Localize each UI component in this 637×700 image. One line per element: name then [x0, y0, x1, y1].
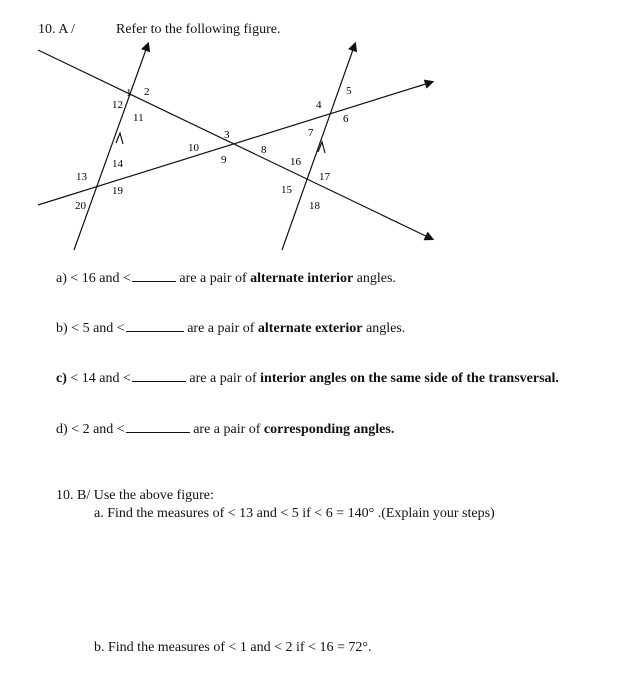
instruction-text: Refer to the following figure.: [116, 22, 281, 37]
question-a-bold: alternate interior: [250, 271, 354, 286]
answer-blank-c[interactable]: [132, 381, 186, 382]
angle-label-6: 6: [343, 113, 349, 125]
question-c-prefix: c): [56, 371, 67, 386]
angle-label-4: 4: [316, 99, 322, 111]
angle-label-5: 5: [346, 85, 352, 97]
answer-blank-d[interactable]: [126, 432, 190, 433]
angle-label-8: 8: [261, 144, 267, 156]
angle-label-13: 13: [76, 171, 87, 183]
angle-label-15: 15: [281, 184, 292, 196]
question-c-bold: interior angles on the same side of the transversal.: [260, 371, 559, 386]
angle-label-16: 16: [290, 156, 301, 168]
question-d-bold: corresponding angles.: [263, 422, 395, 437]
angle-label-7: 7: [308, 127, 314, 139]
angle-label-9: 9: [221, 154, 227, 166]
question-number: 10. A /: [38, 22, 75, 37]
question-c: [56, 371, 559, 387]
question-d: [56, 422, 394, 438]
angle-label-18: 18: [309, 200, 320, 212]
question-b-bold: alternate exterior: [257, 321, 363, 336]
parallel-mark-right: [318, 142, 325, 153]
question-d-start: < 2 and <: [71, 422, 125, 437]
parallel-mark-left: [116, 133, 123, 144]
angle-label-19: 19: [112, 185, 123, 197]
angle-label-10: 10: [188, 142, 199, 154]
answer-blank-a[interactable]: [132, 281, 176, 282]
parallel-line-left: [74, 44, 148, 250]
question-b-before-bold: are a pair of: [187, 321, 255, 336]
question-a-end: angles.: [356, 271, 396, 286]
transversal-line-descending: [38, 50, 432, 239]
question-b-start: < 5 and <: [71, 321, 125, 336]
question-d-prefix: d): [56, 422, 68, 437]
question-a-before-bold: are a pair of: [179, 271, 247, 286]
angle-label-1: 1: [126, 87, 132, 99]
question-c-start: < 14 and <: [70, 371, 131, 386]
angle-label-12: 12: [112, 99, 123, 111]
angle-label-14: 14: [112, 158, 123, 170]
angle-label-17: 17: [319, 171, 330, 183]
angle-label-2: 2: [144, 86, 150, 98]
question-b-prefix: b): [56, 321, 68, 336]
question-d-before-bold: are a pair of: [193, 422, 261, 437]
question-a-start: < 16 and <: [70, 271, 131, 286]
part-b-item-a: a. Find the measures of < 13 and < 5 if < 6 = 140° .(Explain your steps): [94, 506, 495, 521]
question-b: [56, 321, 405, 337]
parallel-lines-figure: [0, 0, 637, 260]
parallel-line-right: [282, 44, 355, 250]
question-a: [56, 271, 396, 287]
angle-label-3: 3: [224, 129, 230, 141]
angle-label-11: 11: [133, 112, 144, 124]
question-c-before-bold: are a pair of: [189, 371, 257, 386]
answer-blank-b[interactable]: [126, 331, 184, 332]
question-a-prefix: a): [56, 271, 67, 286]
part-b-heading: 10. B/ Use the above figure:: [56, 488, 214, 503]
part-b-item-b: b. Find the measures of < 1 and < 2 if < 16 = 72°.: [94, 640, 372, 655]
angle-label-20: 20: [75, 200, 86, 212]
question-b-end: angles.: [365, 321, 406, 336]
